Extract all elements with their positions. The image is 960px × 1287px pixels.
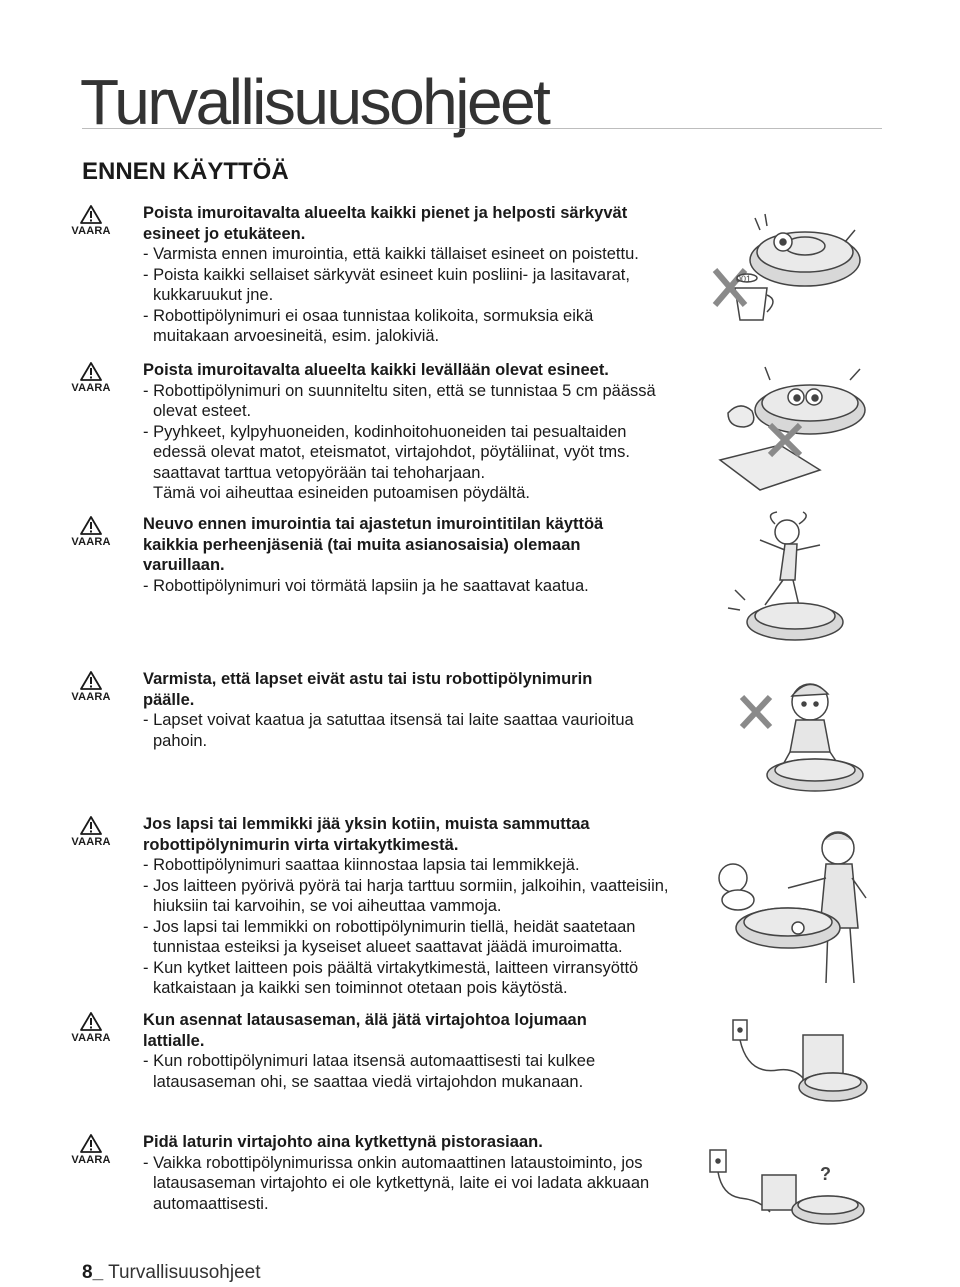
warning-lead: esineet jo etukäteen.	[143, 224, 306, 243]
warning-line: saattavat tarttua vetopyörään tai tehoharjaan.	[153, 463, 486, 482]
warning-line: Tämä voi aiheuttaa esineiden putoamisen pöydältä.	[153, 484, 530, 502]
warning-triangle-icon	[80, 1012, 102, 1031]
warning-label: VAARA	[71, 225, 111, 237]
warning-lead: varuillaan.	[143, 556, 225, 574]
warning-triangle-icon	[80, 1134, 102, 1153]
title-rule	[82, 128, 882, 129]
warning-lead: Poista imuroitavalta alueelta kaikki levällään olevat esineet.	[143, 361, 609, 379]
warning-symbol	[66, 671, 116, 703]
warning-line: - Kun robottipölynimuri lataa itsensä automaattisesti tai kulkee	[143, 1052, 596, 1070]
warning-triangle-icon	[80, 205, 102, 224]
warning-label: VAARA	[71, 536, 111, 548]
warning-symbol	[66, 816, 116, 848]
warning-lead: Jos lapsi tai lemmikki jää yksin kotiin, muista sammuttaa	[143, 815, 590, 833]
warning-triangle-icon	[80, 671, 102, 690]
illustration-charger-plugged	[700, 1140, 870, 1240]
warning-lead: lattialle.	[143, 1031, 205, 1050]
warning-line: olevat esteet.	[153, 402, 252, 420]
warning-label: VAARA	[71, 382, 111, 394]
warning-line: muitakaan arvoesineitä, esim. jalokiviä.	[153, 327, 440, 345]
warning-line: kukkaruukut jne.	[153, 286, 274, 304]
warning-lead: päälle.	[143, 690, 195, 709]
warning-line: automaattisesti.	[153, 1194, 269, 1213]
coin-label: 001	[736, 274, 752, 284]
warning-lead: Neuvo ennen imurointia tai ajastetun imurointitilan käyttöä	[143, 515, 604, 533]
warning-line: - Robottipölynimuri on suunniteltu siten, että se tunnistaa 5 cm päässä	[143, 381, 656, 400]
warning-line: - Robottipölynimuri voi törmätä lapsiin ja he saattavat kaatua.	[143, 576, 589, 595]
warning-symbol	[66, 362, 116, 394]
illustration-fragile-objects	[705, 200, 865, 335]
illustration-child-running	[725, 510, 855, 650]
warning-line: latausaseman virtajohto ei ole kytkettynä, laite ei voi ladata akkuaan	[153, 1174, 650, 1192]
warning-lead: kaikkia perheenjäseniä (tai muita asianosaisia) olemaan	[143, 535, 581, 554]
warning-line: - Jos laitteen pyörivä pyörä tai harja tarttuu sormiin, jalkoihin, vaatteisiin,	[143, 876, 669, 895]
warning-line: tunnistaa esteiksi ja kyseiset alueet saattavat jäädä imuroimatta.	[153, 938, 623, 956]
warning-line: edessä olevat matot, eteismatot, virtajohdot, pöytäliinat, vyöt tms.	[153, 443, 630, 461]
warning-line: pahoin.	[153, 731, 208, 750]
warning-triangle-icon	[80, 816, 102, 835]
warning-label: VAARA	[71, 691, 111, 703]
warning-symbol	[66, 205, 116, 237]
warning-lead: Pidä laturin virtajohto aina kytkettynä pistorasiaan.	[143, 1133, 543, 1151]
warning-label: VAARA	[71, 1154, 111, 1166]
warning-lead: robottipölynimurin virta virtakytkimestä.	[143, 835, 459, 854]
warning-line: latausaseman ohi, se saattaa viedä virtajohdon mukanaan.	[153, 1072, 584, 1091]
warning-lead: Poista imuroitavalta alueelta kaikki pienet ja helposti särkyvät	[143, 204, 628, 222]
footer-label: Turvallisuusohjeet	[108, 1262, 261, 1283]
warning-lead: Varmista, että lapset eivät astu tai istu robottipölynimurin	[143, 670, 593, 688]
illustration-power-cord	[728, 1015, 868, 1115]
warning-symbol	[66, 516, 116, 548]
section-heading: ENNEN KÄYTTÖÄ	[82, 158, 289, 185]
warning-lead: Kun asennat latausaseman, älä jätä virtajohtoa lojumaan	[143, 1011, 587, 1029]
warning-line: - Robottipölynimuri ei osaa tunnistaa kolikoita, sormuksia eikä	[143, 306, 594, 325]
warning-label: VAARA	[71, 836, 111, 848]
warning-line: - Vaikka robottipölynimurissa onkin automaattinen lataustoiminto, jos	[143, 1153, 643, 1172]
warning-line: hiuksiin tai karvoihin, se voi aiheuttaa vammoja.	[153, 897, 502, 915]
warning-line: - Pyyhkeet, kylpyhuoneiden, kodinhoitohuoneiden tai pesualtaiden	[143, 422, 627, 441]
warning-label: VAARA	[71, 1032, 111, 1044]
warning-line: - Jos lapsi tai lemmikki on robottipölynimurin tiellä, heidät saatetaan	[143, 917, 636, 936]
page-title: Turvallisuusohjeet	[80, 66, 549, 138]
page-number: 8_	[82, 1262, 104, 1283]
warning-triangle-icon	[80, 516, 102, 535]
illustration-child-and-pet	[708, 818, 878, 988]
warning-symbol	[66, 1134, 116, 1166]
illustration-child-on-robot	[730, 672, 875, 797]
warning-symbol	[66, 1012, 116, 1044]
page-footer	[82, 1262, 261, 1284]
question-mark: ?	[820, 1164, 831, 1184]
warning-line: - Poista kaikki sellaiset särkyvät esineet kuin posliini- ja lasitavarat,	[143, 265, 630, 284]
warning-line: katkaistaan ja kaikki sen toiminnot otetaan pois käytöstä.	[153, 979, 568, 997]
illustration-loose-items	[710, 365, 875, 495]
warning-line: - Lapset voivat kaatua ja satuttaa itsensä tai laite saattaa vaurioitua	[143, 711, 634, 729]
warning-triangle-icon	[80, 362, 102, 381]
warning-line: - Kun kytket laitteen pois päältä virtakytkimestä, laitteen virransyöttö	[143, 958, 639, 977]
warning-line: - Robottipölynimuri saattaa kiinnostaa lapsia tai lemmikkejä.	[143, 856, 580, 874]
warning-line: - Varmista ennen imurointia, että kaikki tällaiset esineet on poistettu.	[143, 245, 639, 263]
